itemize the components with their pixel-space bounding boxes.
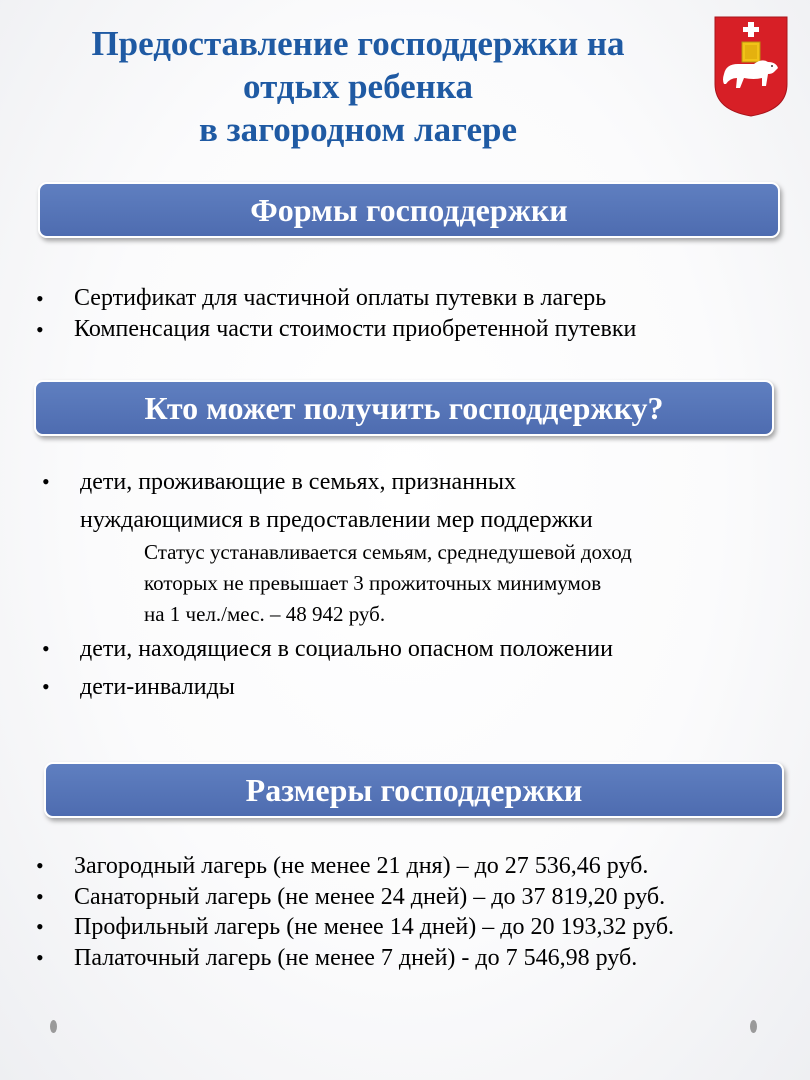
bullet-icon: • xyxy=(42,636,50,661)
title-line-3: в загородном лагере xyxy=(198,110,518,149)
list-item xyxy=(42,463,632,539)
list-item-text: Сертификат для частичной оплаты путевки в лагерь xyxy=(74,285,607,311)
bullet-icon: • xyxy=(36,286,44,311)
sizes-heading: Размеры господдержки xyxy=(245,771,583,808)
page-title xyxy=(10,22,706,151)
list-item-text: дети-инвалиды xyxy=(80,674,235,700)
forms-list xyxy=(36,283,636,345)
list-item-text: нуждающимися в предоставлении мер поддержки xyxy=(80,507,593,533)
note-line: Статус устанавливается семьям, среднедушевой доход xyxy=(144,540,632,564)
list-item-text: Загородный лагерь (не менее 21 дня) – до 27 536,46 руб. xyxy=(74,853,649,879)
sizes-list xyxy=(36,851,674,973)
list-item-text: дети, находящиеся в социально опасном положении xyxy=(80,636,613,662)
list-item-text: Компенсация части стоимости приобретенной путевки xyxy=(74,316,637,342)
list-item xyxy=(36,943,674,974)
bullet-icon: • xyxy=(36,944,44,970)
bullet-icon: • xyxy=(36,317,44,342)
sizes-section-header xyxy=(44,762,784,818)
list-item-text: дети, проживающие в семьях, признанных xyxy=(80,469,517,495)
bullet-icon: • xyxy=(36,914,44,939)
bullet-icon: • xyxy=(36,853,44,878)
list-item xyxy=(36,851,674,882)
list-item xyxy=(36,912,674,943)
list-item xyxy=(42,630,632,668)
title-line-1: Предоставление господдержки на xyxy=(91,24,625,63)
status-note xyxy=(42,537,632,630)
decorative-dot-left xyxy=(50,1020,57,1033)
list-item-text: Санаторный лагерь (не менее 24 дней) – до 37 819,20 руб. xyxy=(74,883,666,910)
forms-section-header xyxy=(38,182,780,238)
note-line: которых не превышает 3 прожиточных минимумов xyxy=(144,571,602,595)
list-item-text: Палаточный лагерь (не менее 7 дней) - до 7 546,98 руб. xyxy=(74,944,638,971)
list-item xyxy=(36,283,636,314)
list-item xyxy=(36,882,674,913)
note-line: на 1 чел./мес. – 48 942 руб. xyxy=(144,602,386,626)
list-item-text: Профильный лагерь (не менее 14 дней) – до 20 193,32 руб. xyxy=(74,914,675,940)
list-item xyxy=(42,668,632,706)
title-line-2: отдых ребенка xyxy=(243,67,473,106)
decorative-dot-right xyxy=(750,1020,757,1033)
who-heading: Кто может получить господдержку? xyxy=(144,389,664,426)
bullet-icon: • xyxy=(42,469,50,494)
bullet-icon: • xyxy=(36,883,44,909)
forms-heading: Формы господдержки xyxy=(250,191,568,228)
bullet-icon: • xyxy=(42,674,50,699)
who-list xyxy=(42,463,632,706)
coat-of-arms-icon xyxy=(712,14,790,118)
who-section-header xyxy=(34,380,774,436)
list-item xyxy=(36,314,636,345)
